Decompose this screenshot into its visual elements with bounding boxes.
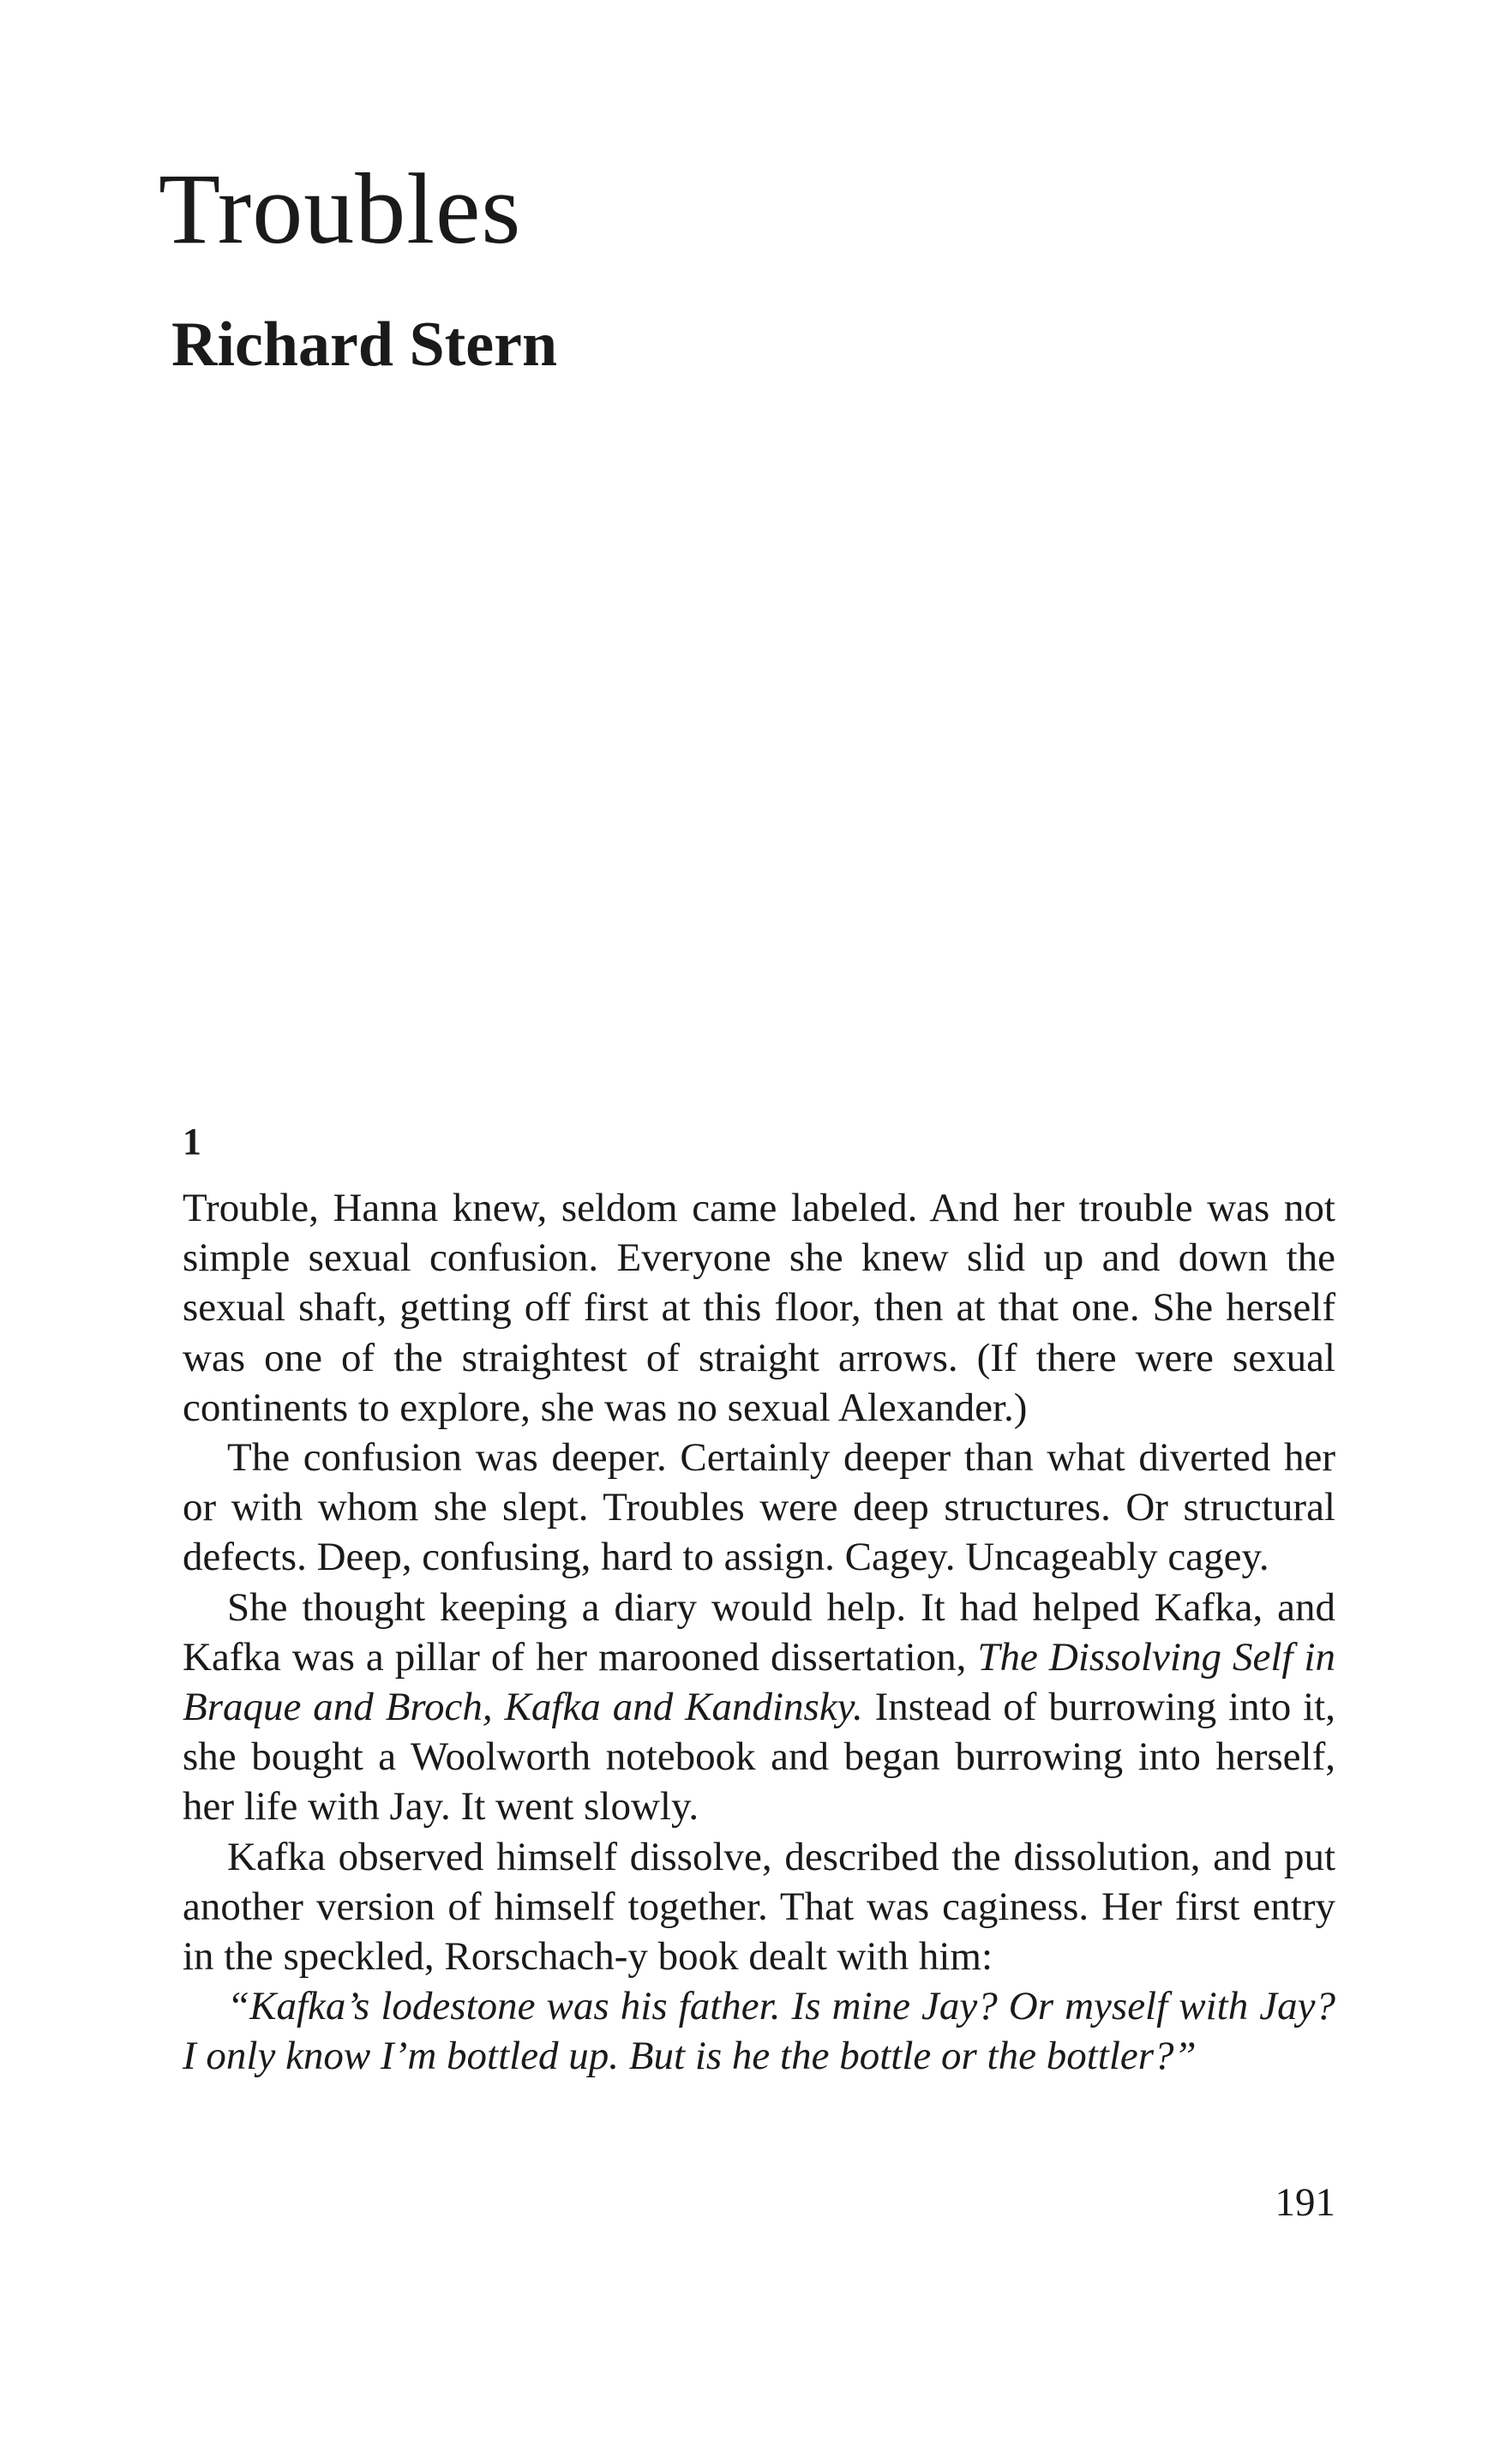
author-name: Richard Stern (171, 310, 558, 380)
paragraph-3-text-after: Instead of burrowing into it, she bought a Woolworth notebook and began burrowing into herself, her life with Jay. It went slowly. (183, 1685, 1335, 1830)
paragraph-4: Kafka observed himself dissolve, described the dissolution, and put another version of himself together. That was caginess. Her first entry in the speckled, Rorschach-y book dealt with him: (183, 1834, 1335, 1980)
paragraph-3-text-before: She thought keeping a diary would help. It had helped Kafka, and Kafka was a pillar of her marooned dissertation, (183, 1584, 1335, 1680)
paragraph-1: Trouble, Hanna knew, seldom came labeled. And her trouble was not simple sexual confusion. Everyone she knew slid up and down the sexual shaft, getting off first at this floor, then at that one. She herself was one of the straightest of straight arrows. (If there were sexual continents to explore, she was no sexual Alexander.) (183, 1186, 1335, 1430)
diary-quote: “Kafka’s lodestone was his father. Is mine Jay? Or myself with Jay? I only know I’m bottled up. But is he the bottle or the bottler?” (183, 1984, 1335, 2079)
story-title: Troubles (159, 153, 522, 265)
page-number: 191 (1275, 2180, 1335, 2225)
section-number: 1 (183, 1121, 201, 1163)
paragraph-3 (183, 1583, 1335, 1832)
dissertation-title: The Dissolving Self in Braque and Broch, Kafka and Kandinsky. (183, 1634, 1335, 1730)
body-text (183, 1183, 1335, 2082)
paragraph-2: The confusion was deeper. Certainly deeper than what diverted her or with whom she slept. Troubles were deep structures. Or structural defects. Deep, confusing, hard to assign. Cagey. Uncageably cagey. (183, 1435, 1335, 1580)
